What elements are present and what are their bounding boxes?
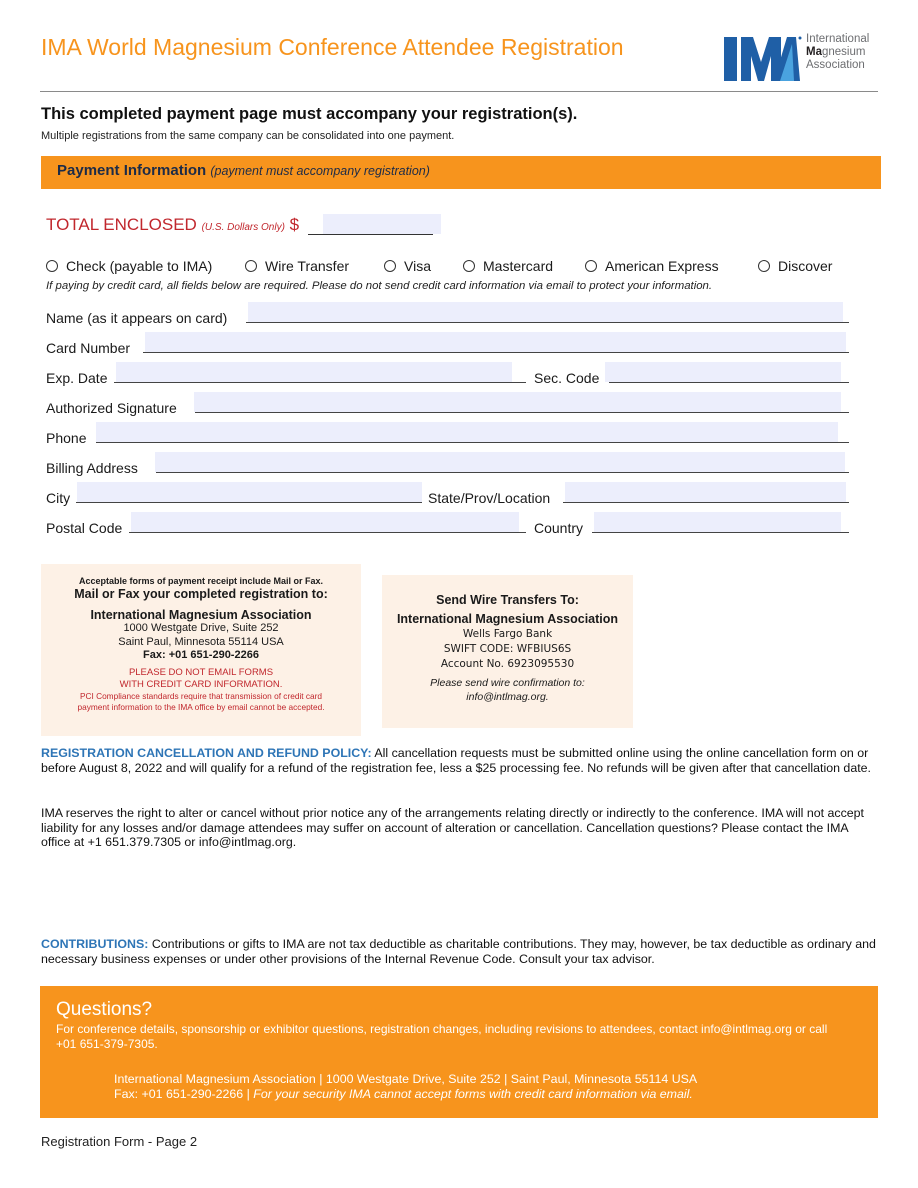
billing-address-input[interactable] [155, 452, 845, 472]
credit-card-notice: If paying by credit card, all fields below are required. Please do not send credit card information via email to protect your information. [46, 280, 713, 292]
city-label: City [46, 490, 71, 506]
option-visa[interactable]: Visa [384, 258, 431, 274]
state-label: State/Prov/Location [428, 490, 551, 506]
header-divider [40, 91, 878, 92]
radio-icon[interactable] [758, 260, 770, 272]
ima-logo-icon [722, 34, 802, 84]
billing-address-label: Billing Address [46, 460, 138, 476]
name-underline [246, 322, 849, 323]
reserve-paragraph: IMA reserves the right to alter or cancel without prior notice any of the arrangements relating directly or indirectly to the conference. IMA will not accept liability for any losses and/or damage attendees may suffer on account of alteration or cancellation. Cancellation questions? Please contact the IMA office at +1 651.379.7305 or info@intlmag.org. [41, 806, 864, 849]
country-underline [592, 532, 849, 533]
exp-date-underline [114, 382, 526, 383]
total-enclosed-label: TOTAL ENCLOSED (U.S. Dollars Only) $ [46, 215, 300, 234]
phone-label: Phone [46, 430, 87, 446]
banner-title: Payment Information [57, 162, 207, 179]
card-number-label: Card Number [46, 340, 131, 356]
radio-icon[interactable] [245, 260, 257, 272]
state-underline [563, 502, 849, 503]
pci-note-2: payment information to the IMA office by email cannot be accepted. [77, 701, 325, 712]
option-mastercard[interactable]: Mastercard [463, 258, 553, 274]
footer-address: International Magnesium Association | 1000 Westgate Drive, Suite 252 | Saint Paul, Minnesota 55114 USA [114, 1072, 698, 1086]
mail-fax-info-box [41, 564, 361, 736]
signature-input[interactable] [194, 392, 841, 412]
wire-transfer-info-box [382, 575, 633, 728]
postal-code-underline [129, 532, 526, 533]
logo-line-3: Association [806, 59, 865, 71]
signature-label: Authorized Signature [46, 400, 177, 416]
radio-icon[interactable] [585, 260, 597, 272]
mail-address-2: Saint Paul, Minnesota 55114 USA [118, 635, 284, 648]
questions-body: For conference details, sponsorship or exhibitor questions, registration changes, including revisions to attendees, contact info@intlmag.org or call +01 651-379-7305. [56, 1022, 828, 1051]
exp-date-label: Exp. Date [46, 370, 108, 386]
refund-policy-text: All cancellation requests must be submitted online using the online cancellation form on or before August 8, 2022 and will qualify for a refund of the registration fee, less a $25 processing fee. No refunds will be given after that cancellation date. [41, 746, 871, 775]
ima-logo [722, 30, 882, 90]
state-input[interactable] [565, 482, 846, 502]
banner-subtitle: (payment must accompany registration) [210, 164, 430, 178]
wire-swift: SWIFT CODE: WFBIUS6S [443, 643, 572, 655]
name-input[interactable] [248, 302, 843, 322]
wire-title: Send Wire Transfers To: [436, 593, 579, 607]
questions-banner [40, 986, 878, 1118]
mail-org: International Magnesium Association [90, 608, 312, 622]
phone-input[interactable] [96, 422, 838, 442]
radio-icon[interactable] [463, 260, 475, 272]
total-underline [308, 234, 433, 235]
radio-icon[interactable] [46, 260, 58, 272]
city-input[interactable] [77, 482, 422, 502]
radio-icon[interactable] [384, 260, 396, 272]
wire-confirm-1: Please send wire confirmation to: [430, 677, 585, 689]
option-wire-transfer[interactable]: Wire Transfer [245, 258, 349, 274]
contributions-heading: CONTRIBUTIONS: [41, 937, 149, 951]
email-warning-1: PLEASE DO NOT EMAIL FORMS [128, 666, 274, 678]
postal-code-label: Postal Code [46, 520, 123, 536]
signature-underline [195, 412, 849, 413]
mail-fax: Fax: +01 651-290-2266 [143, 649, 259, 661]
page-label: Registration Form - Page 2 [41, 1134, 198, 1149]
wire-account: Account No. 6923095530 [440, 658, 575, 670]
wire-confirm-2: info@intlmag.org. [466, 690, 549, 703]
mail-accepted-forms: Acceptable forms of payment receipt include Mail or Fax. [78, 576, 324, 586]
country-label: Country [534, 520, 584, 536]
sec-code-underline [609, 382, 849, 383]
refund-policy-paragraph [41, 746, 881, 775]
billing-address-underline [156, 472, 849, 473]
questions-footer [114, 1072, 697, 1101]
footer-fax: Fax: +01 651-290-2266 | For your security IMA cannot accept forms with credit card information via email. [114, 1086, 693, 1101]
section-heading: This completed payment page must accompany your registration(s). [41, 105, 578, 123]
phone-underline [96, 442, 849, 443]
postal-code-input[interactable] [131, 512, 519, 532]
wire-bank: Wells Fargo Bank [462, 628, 553, 640]
refund-policy-heading: REGISTRATION CANCELLATION AND REFUND POLICY: [41, 746, 372, 760]
total-enclosed-input[interactable] [323, 214, 441, 234]
option-american-express[interactable]: American Express [585, 258, 719, 274]
card-number-underline [143, 352, 849, 353]
contributions-text: Contributions or gifts to IMA are not tax deductible as charitable contributions. They may, however, be tax deductible as ordinary and necessary business expenses or under other provisions of the Internal Revenue Code. Consult your tax advisor. [41, 937, 876, 966]
mail-address-1: 1000 Westgate Drive, Suite 252 [123, 622, 279, 634]
contributions-paragraph [41, 937, 881, 966]
exp-date-input[interactable] [116, 362, 512, 382]
email-warning-2: WITH CREDIT CARD INFORMATION. [119, 678, 283, 690]
option-discover[interactable]: Discover [758, 258, 832, 274]
pci-note-1: PCI Compliance standards require that transmission of credit card [79, 690, 323, 701]
payment-info-banner [41, 156, 881, 189]
logo-text [806, 33, 869, 72]
option-check[interactable]: Check (payable to IMA) [46, 258, 212, 274]
country-input[interactable] [594, 512, 841, 532]
section-subheading: Multiple registrations from the same company can be consolidated into one payment. [41, 130, 455, 142]
wire-org: International Magnesium Association [396, 612, 619, 626]
questions-heading: Questions? [56, 999, 153, 1020]
logo-line-1: International [806, 33, 870, 45]
city-underline [76, 502, 422, 503]
logo-line-2: Magnesium [806, 46, 866, 58]
name-label: Name (as it appears on card) [46, 310, 228, 326]
page-title: IMA World Magnesium Conference Attendee Registration [41, 34, 624, 60]
mail-instruction: Mail or Fax your completed registration to: [74, 587, 328, 601]
sec-code-label: Sec. Code [534, 370, 600, 386]
sec-code-input[interactable] [605, 362, 841, 382]
card-number-input[interactable] [145, 332, 846, 352]
